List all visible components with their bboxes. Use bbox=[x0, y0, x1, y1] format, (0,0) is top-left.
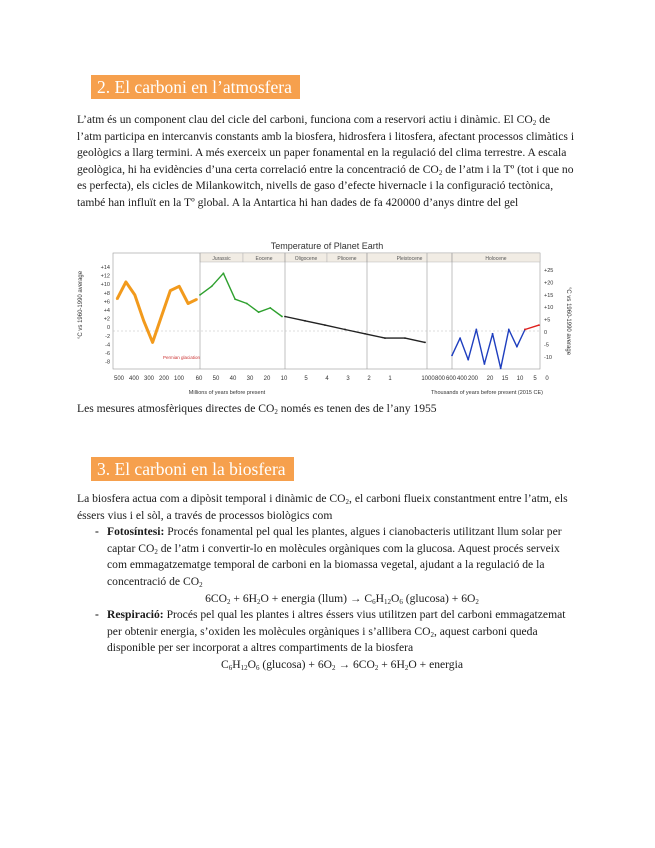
y-axis-label-left: °C vs 1960-1990 average bbox=[78, 270, 84, 339]
x-tick-label: 200 bbox=[158, 376, 170, 382]
data-point bbox=[304, 320, 306, 322]
y-tick-label-right: -5 bbox=[544, 342, 549, 349]
data-point bbox=[134, 294, 136, 296]
x-tick-label: 2 bbox=[367, 376, 371, 382]
data-point bbox=[424, 342, 426, 344]
data-point bbox=[281, 316, 283, 318]
y-tick-label-left: +6 bbox=[103, 299, 110, 306]
biosphere-content bbox=[77, 491, 577, 674]
data-point bbox=[516, 346, 518, 348]
data-point bbox=[125, 281, 127, 283]
y-tick-label-left: +2 bbox=[103, 316, 110, 323]
era-label: Holocene bbox=[485, 256, 507, 262]
data-point bbox=[246, 303, 248, 305]
y-tick-label-left: -2 bbox=[105, 333, 110, 340]
x-tick-label: 15 bbox=[501, 376, 509, 382]
era-label: Pliocene bbox=[337, 256, 357, 262]
data-point bbox=[187, 303, 189, 305]
data-point bbox=[475, 329, 477, 331]
x-tick-label: 800 bbox=[434, 376, 446, 382]
x-tick-label: 20 bbox=[263, 376, 271, 382]
y-tick-label-right: +15 bbox=[544, 292, 554, 299]
x-tick-label: 300 bbox=[143, 376, 155, 382]
era-label: Pleistocene bbox=[396, 256, 423, 262]
y-tick-label-left: +10 bbox=[100, 282, 110, 289]
y-tick-label-right: +10 bbox=[544, 305, 554, 312]
era-label: Jurassic bbox=[212, 256, 231, 262]
section-3-heading bbox=[91, 457, 294, 481]
y-tick-label-right: +20 bbox=[544, 280, 554, 287]
co2-caption: Les mesures atmosfèriques directes de $CO_2$ només es tenen des de l’any 1955 bbox=[77, 402, 437, 416]
y-tick-label-left: 0 bbox=[106, 325, 110, 332]
x-tick-label: 200 bbox=[467, 376, 479, 382]
x-axis-label-left: Millions of years before present bbox=[188, 390, 266, 396]
y-tick-label-right: +5 bbox=[544, 317, 551, 324]
list-item-respiration: - Respiració: Procés pel qual les plantes i altres éssers vius utilitzen part del carboni emmagatzemat per obtenir energia, s’oxiden les molècules orgàniques i s’allibera $CO_2$, aquest carboni queda disponible per ser incorporat a altres compartiments de la biosfera $C_6H_{12}O_6$ $(glucosa) + 6O_2 \to 6CO_2 + 6H_2O$ + energia bbox=[77, 607, 577, 673]
data-point bbox=[199, 294, 201, 296]
data-point bbox=[223, 272, 225, 274]
data-point bbox=[384, 337, 386, 339]
x-tick-label: 0 bbox=[545, 376, 549, 382]
y-tick-label-left: +14 bbox=[100, 265, 110, 271]
atmosphere-paragraph: L’atm és un component clau del cicle del carboni, funciona com a reservori actiu i dinàmic. El $CO_2$ de l’atm participa en intercanvis constants amb la biosfera, hidrosfera i litosfera, afectant processos climàtics i geològics a llarg termini. A més exerceix un paper fonamental en la regulació del clima terrestre. A escala geològica, hi ha evidències d’una certa correlació entre la concentració de $CO_2$ de l’atm i la Tº (tot i que no es perfecta), els cicles de Milankowitch, nivells de gaso d’efecte hivernacle i la configuració tectònica, també han influït en la Tº global. A la Antartica hi han dades de fa 420000 d’anys dintre del gel bbox=[77, 113, 575, 209]
temperature-chart bbox=[77, 239, 572, 397]
x-tick-label: 10 bbox=[516, 376, 524, 382]
x-tick-label: 1 bbox=[388, 376, 392, 382]
y-tick-label-left: -8 bbox=[105, 359, 110, 366]
era-label: Eocene bbox=[255, 256, 273, 262]
respiration-equation: $C_6H_{12}O_6$ $(glucosa) + 6O_2 \to 6CO_2 + 6H_2O$ + energia bbox=[221, 657, 463, 672]
y-tick-label-left: +4 bbox=[103, 308, 110, 314]
x-tick-label: 20 bbox=[486, 376, 494, 382]
data-point bbox=[196, 298, 198, 300]
data-point bbox=[492, 333, 494, 335]
x-tick-label: 30 bbox=[246, 376, 254, 382]
x-tick-label: 5 bbox=[304, 376, 308, 382]
x-tick-label: 4 bbox=[325, 376, 329, 382]
y-tick-label-right: 0 bbox=[544, 330, 548, 336]
x-tick-label: 600 bbox=[445, 376, 457, 382]
data-point bbox=[211, 285, 213, 287]
section-2-number: 2. bbox=[97, 77, 111, 97]
x-tick-label: 40 bbox=[229, 376, 237, 382]
x-tick-label: 1000 bbox=[421, 376, 435, 382]
y-tick-label-left: -6 bbox=[105, 351, 110, 357]
data-point bbox=[508, 329, 510, 331]
x-tick-label: 10 bbox=[280, 376, 288, 382]
chart-title: Temperature of Planet Earth bbox=[270, 241, 384, 251]
data-point bbox=[344, 329, 346, 331]
data-point bbox=[467, 359, 469, 361]
y-tick-label-right: +25 bbox=[544, 268, 554, 274]
section-2-heading bbox=[91, 75, 300, 99]
x-tick-label: 400 bbox=[128, 376, 140, 382]
biosphere-intro: La biosfera actua com a dipòsit temporal i dinàmic de $CO_2$, el carboni flueix constantment entre l’atm, els éssers vius i el sòl, a través de processos biològics com bbox=[77, 492, 568, 522]
data-point bbox=[169, 290, 171, 292]
y-tick-label-right: -10 bbox=[544, 354, 552, 361]
photosynthesis-equation: $6CO_2 + 6H_2O$ + energia (llum) → $C_6H_{12}O_6$ $(glucosa) + 6O_2$ bbox=[205, 591, 479, 606]
data-point bbox=[500, 367, 502, 369]
data-point bbox=[178, 285, 180, 287]
data-point bbox=[364, 333, 366, 335]
permian-annotation: Permian glaciation bbox=[163, 355, 201, 360]
data-point bbox=[538, 324, 540, 326]
section-3-title: El carboni en la biosfera bbox=[114, 459, 286, 479]
y-tick-label-left: +12 bbox=[100, 273, 110, 280]
x-tick-label: 400 bbox=[456, 376, 468, 382]
bullet-dash: - bbox=[95, 608, 99, 622]
x-tick-label: 3 bbox=[346, 376, 350, 382]
section-2-title: El carboni en l’atmosfera bbox=[114, 77, 292, 97]
data-point bbox=[269, 307, 271, 309]
data-point bbox=[324, 324, 326, 326]
data-point bbox=[161, 316, 163, 318]
data-point bbox=[258, 311, 260, 313]
y-axis-label-right: °C vs 1960-1990 average bbox=[565, 287, 571, 356]
y-tick-label-left: -4 bbox=[105, 342, 110, 349]
data-point bbox=[404, 337, 406, 339]
x-tick-label: 60 bbox=[195, 376, 203, 382]
section-3-number: 3. bbox=[97, 459, 111, 479]
x-tick-label: 500 bbox=[113, 376, 125, 382]
data-point bbox=[116, 298, 118, 300]
data-point bbox=[524, 329, 526, 331]
data-point bbox=[152, 342, 154, 344]
x-tick-label: 5 bbox=[533, 376, 537, 382]
bullet-dash: - bbox=[95, 525, 99, 539]
y-tick-label-left: +8 bbox=[103, 290, 110, 297]
data-point bbox=[484, 363, 486, 365]
data-point bbox=[284, 316, 286, 318]
data-point bbox=[451, 354, 453, 356]
data-point bbox=[143, 320, 145, 322]
x-tick-label: 100 bbox=[173, 376, 185, 382]
x-axis-label-right: Thousands of years before present (2015 CE) bbox=[431, 390, 543, 396]
era-label: Oligocene bbox=[294, 256, 318, 262]
list-item-photosynthesis: - Fotosíntesi: Procés fonamental pel qual les plantes, algues i cianobacteris utilitzant llum solar per captar $CO_2$ de l’atm i convertir-lo en molècules orgàniques com la glucosa. Aquest procés serveix com emmagatzematge temporal de carboni en la biomassa vegetal, ajudant a la regulació de la concentració de $CO_2$ $6CO_2 + 6H_2O$ + energia (llum) → $C_6H_{12}O_6$ $(glucosa) + 6O_2$ bbox=[77, 524, 577, 607]
data-point bbox=[459, 337, 461, 339]
x-tick-label: 50 bbox=[212, 376, 220, 382]
data-point bbox=[234, 298, 236, 300]
